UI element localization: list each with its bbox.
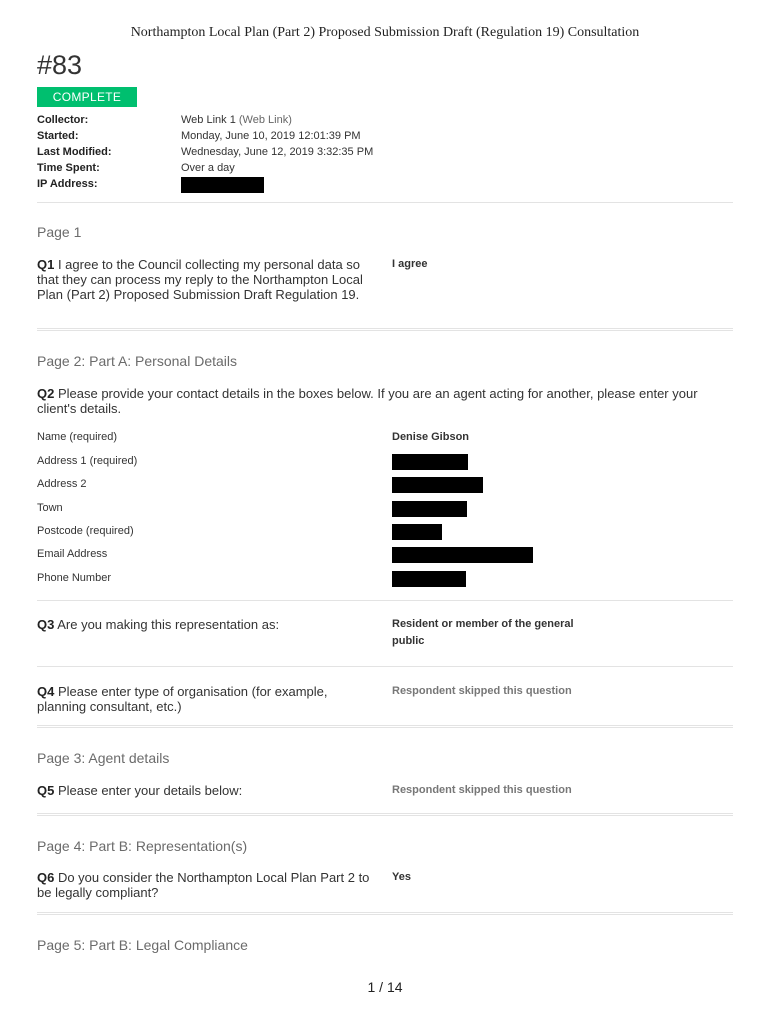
question-1 <box>37 257 372 302</box>
field-name-value: Denise Gibson <box>392 431 470 443</box>
started-label: Started: <box>37 130 79 142</box>
answer-6: Yes <box>392 871 411 883</box>
divider <box>37 202 733 203</box>
document-title: Northampton Local Plan (Part 2) Proposed Submission Draft (Regulation 19) Consultation <box>130 25 640 40</box>
last-modified-label: Last Modified: <box>37 146 112 158</box>
divider <box>37 600 733 601</box>
question-2-number: Q2 <box>37 386 55 401</box>
question-4 <box>37 684 372 714</box>
question-3-number: Q3 <box>37 617 55 632</box>
page-divider <box>37 725 733 728</box>
ip-address-label: IP Address: <box>37 178 98 190</box>
page-divider <box>37 912 733 915</box>
town-redaction <box>392 501 467 517</box>
email-redaction <box>392 547 533 563</box>
page-indicator: 1 / 14 <box>367 979 403 995</box>
question-1-text: I agree to the Council collecting my personal data so that they can process my reply to the Northampton Local Plan (Part 2) Proposed Submission Draft Regulation 19. <box>37 257 363 302</box>
field-email-label: Email Address <box>37 548 108 560</box>
page-1-heading: Page 1 <box>37 224 82 240</box>
response-number: #83 <box>37 50 83 80</box>
divider <box>37 666 733 667</box>
status-badge: COMPLETE <box>37 87 137 107</box>
time-spent-label: Time Spent: <box>37 162 100 174</box>
question-6 <box>37 870 382 900</box>
address2-redaction <box>392 477 483 493</box>
question-1-number: Q1 <box>37 257 55 272</box>
address1-redaction <box>392 454 468 470</box>
question-6-text: Do you consider the Northampton Local Plan Part 2 to be legally compliant? <box>37 870 370 900</box>
page-divider <box>37 328 733 331</box>
field-phone-label: Phone Number <box>37 572 111 584</box>
answer-5: Respondent skipped this question <box>392 784 572 796</box>
question-4-number: Q4 <box>37 684 55 699</box>
question-6-number: Q6 <box>37 870 55 885</box>
field-postcode-label: Postcode (required) <box>37 525 134 537</box>
question-2 <box>37 386 733 416</box>
question-4-text: Please enter type of organisation (for example, planning consultant, etc.) <box>37 684 328 714</box>
answer-1: I agree <box>392 258 428 270</box>
phone-redaction <box>392 571 466 587</box>
collector-value: Web Link 1 (Web Link) <box>181 114 292 126</box>
field-address2-label: Address 2 <box>37 478 87 490</box>
field-address1-label: Address 1 (required) <box>37 455 138 467</box>
time-spent-value: Over a day <box>181 162 235 174</box>
question-5-number: Q5 <box>37 783 55 798</box>
field-name-label: Name (required) <box>37 431 118 443</box>
page-4-heading: Page 4: Part B: Representation(s) <box>37 838 248 854</box>
collector-note: (Web Link) <box>238 114 292 126</box>
ip-address-redaction <box>181 177 264 193</box>
answer-4: Respondent skipped this question <box>392 685 572 697</box>
question-3-text: Are you making this representation as: <box>54 617 280 632</box>
started-value: Monday, June 10, 2019 12:01:39 PM <box>181 130 361 142</box>
question-3 <box>37 617 377 632</box>
page-2-heading: Page 2: Part A: Personal Details <box>37 353 237 369</box>
page-5-heading: Page 5: Part B: Legal Compliance <box>37 937 248 953</box>
page-3-heading: Page 3: Agent details <box>37 750 170 766</box>
question-5-text: Please enter your details below: <box>54 783 243 798</box>
postcode-redaction <box>392 524 442 540</box>
question-5 <box>37 783 377 798</box>
question-2-text: Please provide your contact details in the boxes below. If you are an agent acting for another, please enter your client's details. <box>37 386 698 416</box>
page-divider <box>37 813 733 816</box>
collector-label: Collector: <box>37 114 89 126</box>
last-modified-value: Wednesday, June 12, 2019 3:32:35 PM <box>181 146 374 158</box>
field-town-label: Town <box>37 502 63 514</box>
answer-3: Resident or member of the general public <box>392 618 574 647</box>
